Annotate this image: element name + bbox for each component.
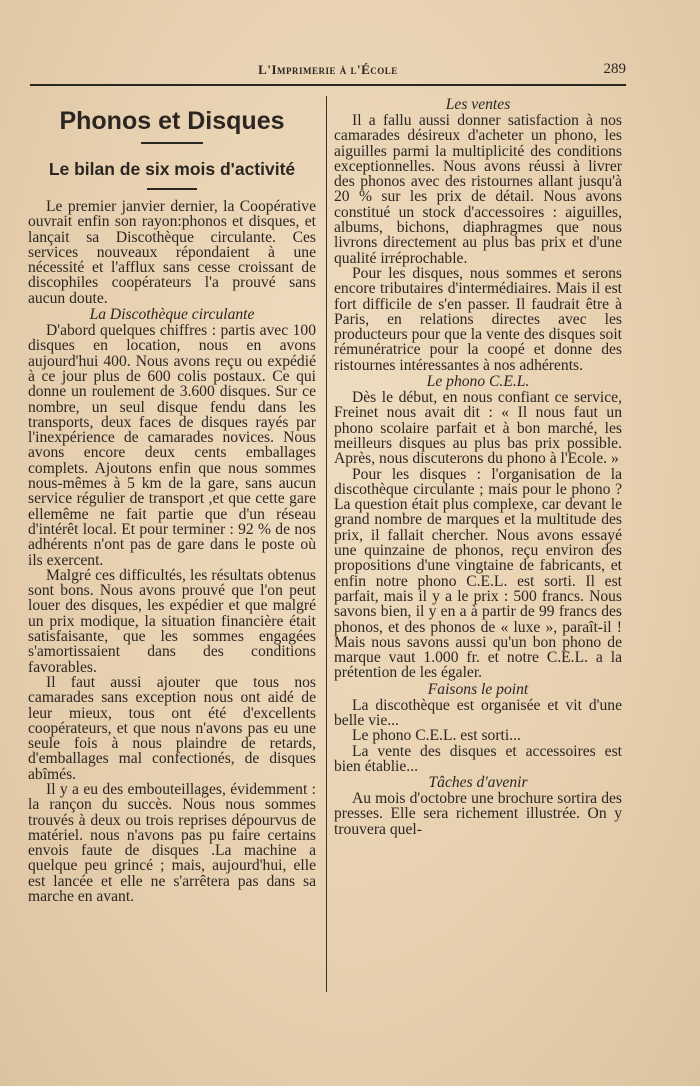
- paragraph: Il y a eu des embouteillages, évidemment : la rançon du succès. Nous nous sommes trouvés à deux ou trois reprises dépourvus de matériel. nous n'avons pas pu faire certains envois faute de disques .La machine a quelque peu grincé ; mais, aujourd'hui, elle est lancée et elle ne s'arrêtera pas dans sa marche en avant.: [28, 780, 316, 906]
- paragraph: Au mois d'octobre une brochure sortira des presses. Elle sera richement illustrée. On y trouvera quel-: [334, 790, 622, 838]
- page-number: 289: [603, 61, 626, 77]
- header-rule: [30, 84, 626, 86]
- section-heading: Faisons le point: [427, 680, 529, 698]
- section-heading: Les ventes: [445, 96, 511, 113]
- paragraph: Malgré ces difficultés, les résultats obtenus sont bons. Nous avons prouvé que l'on peut louer des disques, les expédier et que malgré un prix modique, la situation financière était satisfaisante, que les sommes engagées s'amortissaient dans des conditions favorables.: [28, 566, 316, 676]
- paragraph: Dès le début, en nous confiant ce service, Freinet nous avait dit : « Il nous faut un phono scolaire parfait et à bon marché, les meilleurs disques au plus bas prix possible. Après, nous discuterons du phono à l'Ecole. »: [334, 389, 622, 468]
- paragraph: La vente des disques et accessoires est bien établie...: [334, 742, 622, 775]
- left-column: [28, 96, 316, 904]
- article-title: Phonos et Disques: [59, 107, 285, 135]
- subtitle-rule: [147, 188, 197, 190]
- journal-title: L'Imprimerie à l'École: [258, 62, 398, 77]
- right-column: [334, 96, 622, 837]
- paragraph: Pour les disques, nous sommes et serons encore tributaires d'intermédiaires. Mais il est fort difficile de s'en passer. Il faudrait être à Paris, en relations directes avec les producteurs pour que la vente des disques soit rémunératrice pour la coopé et donne des ristournes intéressantes à nos adhérents.: [334, 264, 622, 374]
- paragraph: Il a fallu aussi donner satisfaction à nos camarades désireux d'acheter un phono, les aiguilles parmi la multiplicité des conditions exceptionnelles. Nous avons réussi à livrer des phonos avec des ristournes allant jusqu'à 20 % sur les prix de détail. Nous avons constitué un stock d'accessoires : aiguilles, albums, bichons, diaphragmes que nous livrons directement au plus bas prix et d'une qualité irréprochable.: [334, 112, 622, 267]
- paragraph: Pour les disques : l'organisation de la discothèque circulante ; mais pour le phono ? La question était plus complexe, car devant le grand nombre de marques et la multitude des prix, il fallait chercher. Nous avons essayé une quinzaine de phonos, reçu environ des propositions d'une vingtaine de fabricants, et enfin notre phono C.E.L. est sorti. Il est parfait, mais il y a le prix : 500 francs. Nous savons bien, il y en a à partir de 99 francs des phonos, et des phonos de « luxe », paraît-il ! Mais nous savons aussi qu'un bon phono de marque vaut 1.000 fr. et notre C.E.L. a la prétention de les égaler.: [334, 465, 622, 682]
- section-heading: Le phono C.E.L.: [426, 373, 530, 391]
- paragraph: Le phono C.E.L. est sorti...: [352, 727, 521, 745]
- paragraph: Le premier janvier dernier, la Coopérative ouvrait enfin son rayon:phonos et disques, et lançait sa Discothèque circulante. Ces services nouveaux répondaient à une nécessité et l'afflux sans cesse croissant de discophiles coopérateurs l'a prouvé sans aucun doute.: [28, 198, 316, 307]
- column-divider: [326, 96, 327, 992]
- section-heading: La Discothèque circulante: [89, 306, 255, 324]
- running-head: [30, 62, 626, 82]
- paragraph: D'abord quelques chiffres : partis avec 100 disques en location, nous en avons aujourd'hui 400. Nous avons reçu ou expédié à ce jour plus de 600 colis postaux. Ce qui donne un roulement de 3.600 disques. Sur ce nombre, un seul disque fendu dans les transports, deux faces de disques rayés par l'inexpérience de camarades novices. Nous avons encore deux cents emballages complets. Ajoutons enfin que nous sommes nous-mêmes à 5 km de la gare, sans aucun service régulier de transport ,et que cette gare ellemême ne fait partie que d'un réseau d'intérêt local. Et pour terminer : 92 % de nos adhérents n'ont pas de gare dans le poste où ils exercent.: [28, 322, 316, 569]
- title-rule: [141, 142, 203, 144]
- paragraph: La discothèque est organisée et vit d'une belle vie...: [334, 696, 622, 729]
- article-subtitle: Le bilan de six mois d'activité: [48, 159, 296, 179]
- paragraph: Il faut aussi ajouter que tous nos camarades sans exception nous ont aidé de leur mieux, tous ont été d'excellents coopérateurs, et que nous n'avons pas eu une seule fois à nous plaindre de retards, d'emballages mal confectionés, de disques abîmés.: [28, 673, 316, 783]
- section-heading: Tâches d'avenir: [428, 774, 528, 792]
